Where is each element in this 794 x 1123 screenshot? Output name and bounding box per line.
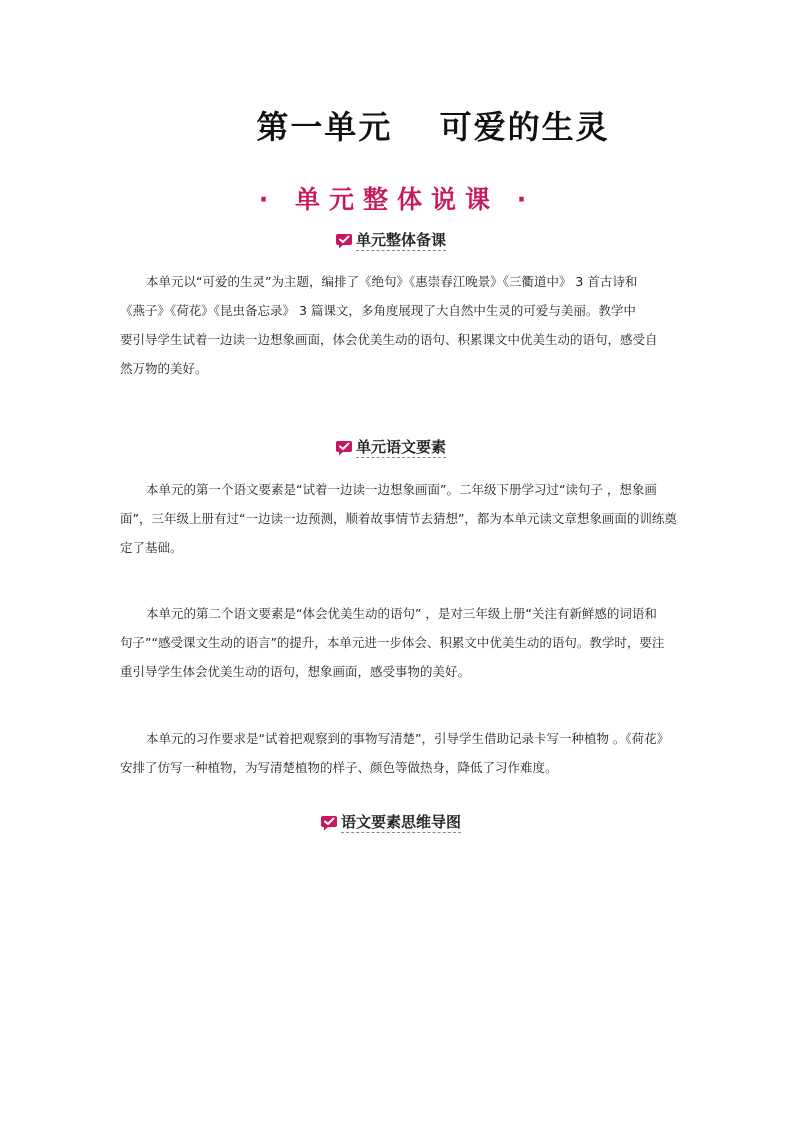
page-title: 第一单元 可爱的生灵 [256,108,610,146]
paragraph-second-element [120,599,680,686]
paragraph-line: 定了基础。 [120,540,183,555]
section-heading-unit-preparation [335,230,446,252]
paragraph-first-element [120,475,680,562]
paragraph-line: 本单元的习作要求是“试着把观察到的事物写清楚”，引导学生借助记录卡写一种植物 。《荷花》 [146,731,670,746]
paragraph-line: 然万物的美好。 [120,361,208,376]
paragraph-line: 本单元的第一个语文要素是“试着一边读一边想象画面”。二年级下册学习过“读句子 ，想象画 [146,482,657,497]
paragraph-line: 本单元以“可爱的生灵”为主题，编排了《绝句》《惠崇春江晚景》《三衢道中》 3 首古诗和 [146,274,638,289]
paragraph-line: 本单元的第二个语文要素是“体会优美生动的语句” ，是对三年级上册“关注有新鲜感的词语和 [146,606,657,621]
paragraph-line: 重引导学生体会优美生动的语句，想象画面，感受事物的美好。 [120,664,471,679]
speech-bubble-check-icon [320,814,338,832]
paragraph-line: 要引导学生试着一边读一边想象画面，体会优美生动的语句、积累课文中优美生动的语句，感受自 [120,332,658,347]
paragraph-line: 安排了仿写一种植物，为写清楚植物的样子、颜色等做热身，降低了习作难度。 [120,760,558,775]
paragraph-line: 面”，三年级上册有过“一边读一边预测，顺着故事情节去猜想”，都为本单元读文章想象画面的训练奠 [120,511,677,526]
paragraph-unit-preparation [120,267,680,383]
section-label: 语文要素思维导图 [341,813,462,831]
section-label: 单元整体备课 [356,231,447,249]
section-heading-mind-map [320,812,461,834]
speech-bubble-check-icon [335,232,353,250]
section-heading-language-elements [335,437,446,459]
section-label: 单元语文要素 [356,438,447,456]
paragraph-line: 《燕子》《荷花》《昆虫备忘录》 3 篇课文，多角度展现了大自然中生灵的可爱与美丽。教学中 [120,303,636,318]
paragraph-line: 句子”“感受课文生动的语言”的提升，本单元进一步体会、积累文中优美生动的语句。教学时，要注 [120,635,665,650]
unit-heading: · 单元整体说课 · [258,185,536,214]
speech-bubble-check-icon [335,439,353,457]
paragraph-writing-requirement [120,724,680,782]
